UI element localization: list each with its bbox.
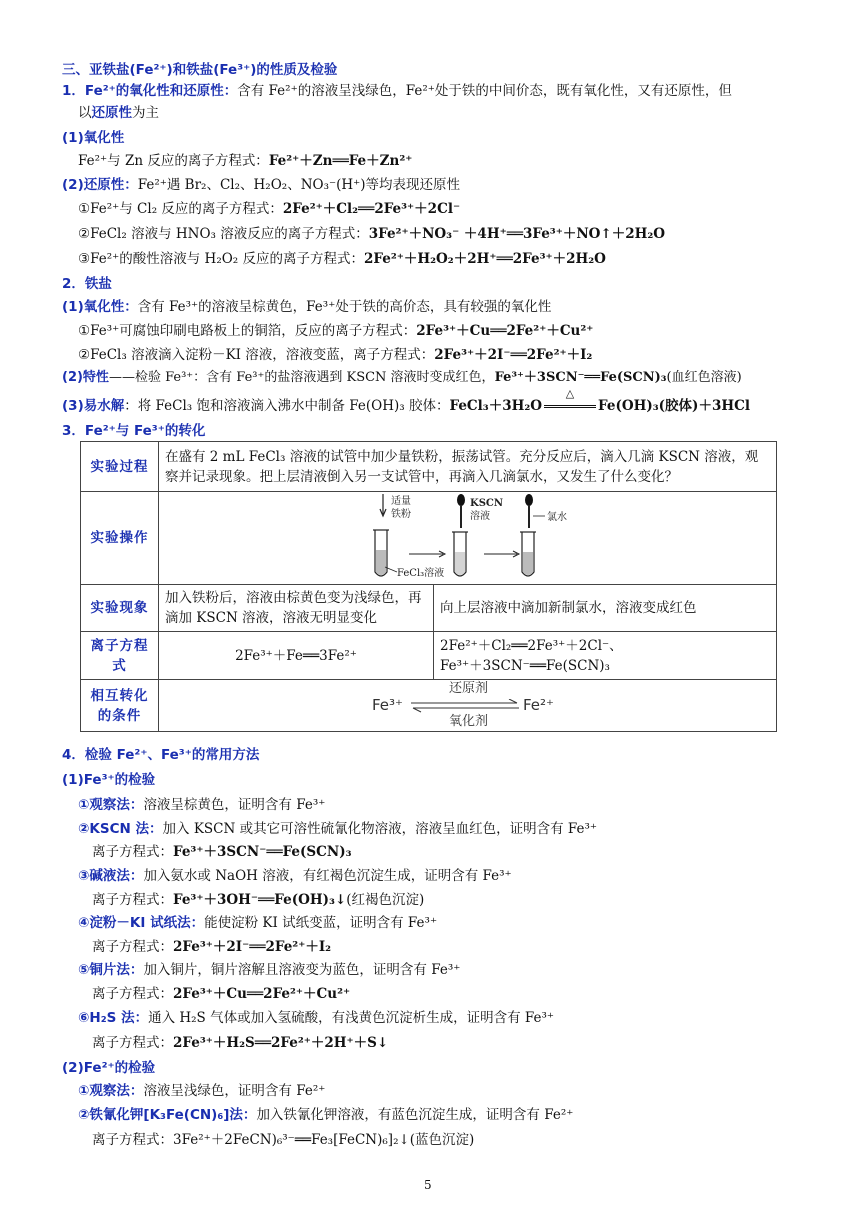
row-label-equation: 离子方程式 <box>81 632 159 680</box>
s1-ox-line <box>78 151 412 171</box>
s2-o1a: ①Fe³⁺可腐蚀印刷电路板上的铜箔，反应的离子方程式： <box>78 323 417 339</box>
s4-n2e-a: 离子方程式： <box>92 1132 173 1148</box>
s4-n2a: ②铁氰化钾[K₃Fe(CN)₆]法： <box>78 1107 257 1123</box>
s4-m6 <box>78 1008 554 1028</box>
table-row <box>81 632 777 680</box>
s1-red-line <box>62 175 460 195</box>
row-label-operation: 实验操作 <box>81 492 159 585</box>
s4-m6e-b: 2Fe³⁺＋H₂S══2Fe²⁺＋2H⁺＋S↓ <box>173 1035 389 1051</box>
s4-m2 <box>78 819 597 839</box>
s1-r1 <box>78 199 460 219</box>
s4-m2e-a: 离子方程式： <box>92 844 173 860</box>
s4-fe2-head: (2)Fe²⁺的检验 <box>62 1060 156 1076</box>
s4-m4a: ④淀粉－KI 试纸法： <box>78 915 205 931</box>
label-iron-1: 适量 <box>391 496 411 507</box>
conversion-diagram <box>159 681 769 731</box>
s4-m3e-c: (红褐色沉淀) <box>346 892 425 908</box>
s2-sp-line <box>62 368 742 388</box>
phenomenon-right: 向上层溶液中滴加新制氯水，溶液变成红色 <box>434 585 777 632</box>
s4-m3e-a: 离子方程式： <box>92 892 173 908</box>
s1-ox-line-b: Fe²⁺＋Zn══Fe＋Zn²⁺ <box>268 153 413 169</box>
s4-m2e <box>92 842 352 862</box>
s4-head: 4．检验 Fe²⁺、Fe³⁺的常用方法 <box>62 747 260 763</box>
s1-r3a: ③Fe²⁺的酸性溶液与 H₂O₂ 反应的离子方程式： <box>78 251 365 267</box>
s1-red-head: (2)还原性： <box>62 177 138 193</box>
s4-fe3-head: (1)Fe³⁺的检验 <box>62 772 156 788</box>
s2-ox-head: (1)氧化性： <box>62 299 138 315</box>
equation-right <box>434 632 777 680</box>
table-row <box>81 492 777 585</box>
s2-o1 <box>78 321 593 341</box>
s4-m4e-a: 离子方程式： <box>92 939 173 955</box>
s2-o2a: ②FeCl₃ 溶液滴入淀粉－KI 溶液，溶液变蓝，离子方程式： <box>78 347 435 363</box>
s1-r3 <box>78 249 606 269</box>
s1-text1: 含有 Fe²⁺的溶液呈浅绿色，Fe²⁺处于铁的中间价态，既有氧化性，又有还原性，但 <box>237 83 732 99</box>
conv-fe2: Fe²⁺ <box>523 695 554 714</box>
s4-n2 <box>78 1105 573 1125</box>
s4-m4 <box>78 913 437 933</box>
s2-ox-line <box>62 297 551 317</box>
s2-sp-eq: Fe³⁺＋3SCN⁻══Fe(SCN)₃ <box>494 370 667 385</box>
s1-line2 <box>78 103 159 123</box>
table-row <box>81 585 777 632</box>
test-tube-1-icon <box>373 494 389 576</box>
experiment-diagram <box>159 492 776 584</box>
s1-text2a: 以 <box>78 105 92 121</box>
label-fecl3: FeCl₃溶液 <box>397 568 445 579</box>
s4-n1b: 溶液呈浅绿色，证明含有 Fe²⁺ <box>143 1083 326 1099</box>
s1-r1a: ①Fe²⁺与 Cl₂ 反应的离子方程式： <box>78 201 283 217</box>
row-label-conversion: 相互转化的条件 <box>81 680 159 732</box>
s2-hy-arrow <box>542 387 598 416</box>
row-label-phenomenon: 实验现象 <box>81 585 159 632</box>
phenomenon-left: 加入铁粉后，溶液由棕黄色变为浅绿色，再滴加 KSCN 溶液，溶液无明显变化 <box>159 585 434 632</box>
s4-m3e-b: Fe³⁺＋3OH⁻══Fe(OH)₃↓ <box>173 892 347 908</box>
s4-m5e-a: 离子方程式： <box>92 986 173 1002</box>
s4-n2b: 加入铁氰化钾溶液，有蓝色沉淀生成，证明含有 Fe²⁺ <box>256 1107 574 1123</box>
s4-m5e <box>92 984 350 1004</box>
s4-m3a: ③碱液法： <box>78 868 144 884</box>
s2-head: 2．铁盐 <box>62 276 112 292</box>
s4-m1a: ①观察法： <box>78 797 144 813</box>
s4-m5a: ⑤铜片法： <box>78 962 144 978</box>
s4-m2b: 加入 KSCN 或其它可溶性硫氰化物溶液，溶液呈血红色，证明含有 Fe³⁺ <box>162 821 598 837</box>
s2-o2 <box>78 345 592 365</box>
s2-sp-note: (血红色溶液) <box>666 370 742 385</box>
s4-m1b: 溶液呈棕黄色，证明含有 Fe³⁺ <box>143 797 326 813</box>
s1-line1 <box>62 81 732 101</box>
s2-sp-text: ——检验 Fe³⁺：含有 Fe³⁺的盐溶液遇到 KSCN 溶液时变成红色， <box>108 370 495 385</box>
s4-n2e <box>92 1130 474 1150</box>
s4-m6a: ⑥H₂S 法： <box>78 1010 149 1026</box>
equation-right-1: 2Fe²⁺＋Cl₂══2Fe³⁺＋2Cl⁻、 <box>440 637 623 654</box>
equation-left: 2Fe³⁺＋Fe══3Fe²⁺ <box>159 632 434 680</box>
label-iron-2: 铁粉 <box>391 509 411 520</box>
table-row <box>81 442 777 492</box>
s4-n1a: ①观察法： <box>78 1083 144 1099</box>
s4-m5 <box>78 960 460 980</box>
s1-text2b: 还原性 <box>91 105 132 121</box>
s4-m4e <box>92 937 331 957</box>
label-kscn-2: 溶液 <box>470 511 490 522</box>
process-text: 在盛有 2 mL FeCl₃ 溶液的试管中加少量铁粉，振荡试管。充分反应后，滴入几滴 KSCN 溶液，观察并记录现象。把上层清液倒入另一支试管中，再滴入几滴氯水，又发生了什么变化？ <box>159 442 777 492</box>
arrow-right-icon <box>484 551 519 557</box>
test-tube-3-icon <box>520 494 536 576</box>
experiment-table <box>80 441 777 732</box>
s4-n1 <box>78 1081 325 1101</box>
s4-m6e-a: 离子方程式： <box>92 1035 173 1051</box>
s2-hy-line <box>62 387 750 416</box>
s1-head: 1．Fe²⁺的氧化性和还原性： <box>62 83 238 99</box>
label-kscn: KSCN <box>470 498 504 509</box>
section-title: 三、亚铁盐(Fe²⁺)和铁盐(Fe³⁺)的性质及检验 <box>62 62 338 78</box>
s1-r2b: 3Fe²⁺＋NO₃⁻ ＋4H⁺══3Fe³⁺＋NO↑＋2H₂O <box>368 226 666 242</box>
s4-m6b: 通入 H₂S 气体或加入氢硫酸，有浅黄色沉淀析生成，证明含有 Fe³⁺ <box>148 1010 555 1026</box>
equation-right-2: Fe³⁺＋3SCN⁻══Fe(SCN)₃ <box>440 657 610 674</box>
double-arrow-icon <box>409 699 521 713</box>
s4-m5e-b: 2Fe³⁺＋Cu══2Fe²⁺＋Cu²⁺ <box>173 986 351 1002</box>
s1-text2c: 为主 <box>132 105 159 121</box>
s4-m3e <box>92 890 424 910</box>
s2-o1b: 2Fe³⁺＋Cu══2Fe²⁺＋Cu²⁺ <box>416 323 594 339</box>
arrow-right-icon <box>409 551 445 557</box>
s1-r1b: 2Fe²⁺＋Cl₂══2Fe³⁺＋2Cl⁻ <box>282 201 461 217</box>
s1-r2a: ②FeCl₂ 溶液与 HNO₃ 溶液反应的离子方程式： <box>78 226 369 242</box>
s4-m2e-b: Fe³⁺＋3SCN⁻══Fe(SCN)₃ <box>173 844 352 860</box>
s3-head: 3．Fe²⁺与 Fe³⁺的转化 <box>62 423 206 439</box>
s4-m3b: 加入氨水或 NaOH 溶液，有红褐色沉淀生成，证明含有 Fe³⁺ <box>143 868 512 884</box>
s2-hy-delta: △ <box>565 387 575 400</box>
conv-bottom: 氧化剂 <box>449 713 489 729</box>
s4-m6e <box>92 1033 388 1053</box>
test-tube-2-icon <box>452 494 468 576</box>
s2-hy-text: ：将 FeCl₃ 饱和溶液滴入沸水中制备 Fe(OH)₃ 胶体： <box>124 398 450 414</box>
s4-m4b: 能使淀粉 KI 试纸变蓝，证明含有 Fe³⁺ <box>204 915 438 931</box>
conv-fe3: Fe³⁺ <box>372 695 403 714</box>
s4-m3 <box>78 866 512 886</box>
s4-m2a: ②KSCN 法： <box>78 821 163 837</box>
s4-m5b: 加入铜片，铜片溶解且溶液变为蓝色，证明含有 Fe³⁺ <box>143 962 461 978</box>
conversion-cell <box>159 680 777 732</box>
s4-m4e-b: 2Fe³⁺＋2I⁻══2Fe²⁺＋I₂ <box>173 939 332 955</box>
table-row <box>81 680 777 732</box>
s1-r3b: 2Fe²⁺＋H₂O₂＋2H⁺══2Fe³⁺＋2H₂O <box>364 251 606 267</box>
s1-ox-head: (1)氧化性 <box>62 130 125 146</box>
equals-sign-icon <box>544 405 596 408</box>
s2-o2b: 2Fe³⁺＋2I⁻══2Fe²⁺＋I₂ <box>434 347 593 363</box>
s2-hy-head: (3)易水解 <box>62 398 125 414</box>
s2-hy-eq2: Fe(OH)₃(胶体)＋3HCl <box>598 398 750 414</box>
page-number: 5 <box>424 1178 432 1192</box>
s4-m1 <box>78 795 325 815</box>
s1-red-text: Fe²⁺遇 Br₂、Cl₂、H₂O₂、NO₃⁻(H⁺)等均表现还原性 <box>137 177 461 193</box>
s1-r2 <box>78 224 665 244</box>
s4-n2e-b: 3Fe²⁺＋2FeCN)₆³⁻══Fe₃[FeCN)₆]₂↓(蓝色沉淀) <box>173 1132 475 1148</box>
operation-figure-cell <box>159 492 777 585</box>
s2-ox-text: 含有 Fe³⁺的溶液呈棕黄色，Fe³⁺处于铁的高价态，具有较强的氧化性 <box>137 299 552 315</box>
conv-top: 还原剂 <box>449 680 489 696</box>
label-chlorine: 氯水 <box>547 512 567 523</box>
s2-sp-head: (2)特性 <box>62 370 109 385</box>
s2-hy-eq1: FeCl₃＋3H₂O <box>449 398 543 414</box>
s1-ox-line-a: Fe²⁺与 Zn 反应的离子方程式： <box>78 153 269 169</box>
row-label-process: 实验过程 <box>81 442 159 492</box>
